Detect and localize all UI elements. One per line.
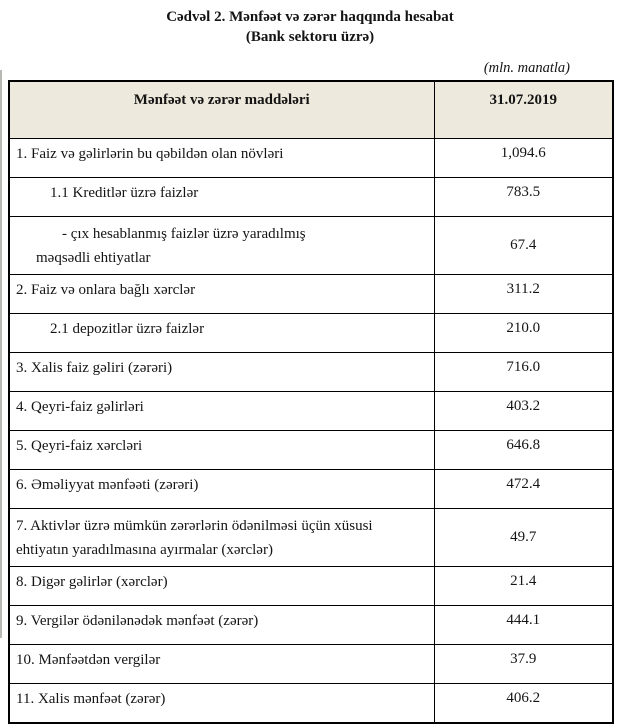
- row-value: 646.8: [434, 431, 613, 470]
- row-label: 9. Vergilər ödənilənədək mənfəət (zərər): [9, 606, 434, 645]
- table-row: [9, 470, 613, 509]
- table-row: [9, 217, 613, 275]
- row-label: 6. Əməliyyat mənfəəti (zərəri): [9, 470, 434, 509]
- row-label: 1. Faiz və gəlirlərin bu qəbildən olan növləri: [9, 139, 434, 178]
- row-label-line: 7. Aktivlər üzrə mümkün zərərlərin ödənilməsi üçün xüsusi: [16, 517, 373, 534]
- table-row: [9, 684, 613, 724]
- page-title: Cədvəl 2. Mənfəət və zərər haqqında hesabat: [166, 9, 454, 25]
- title-block: [8, 8, 612, 47]
- row-value: 210.0: [434, 314, 613, 353]
- row-label: [9, 509, 434, 567]
- row-value: 21.4: [434, 567, 613, 606]
- table-row: [9, 139, 613, 178]
- row-value: 311.2: [434, 275, 613, 314]
- unit-note: (mln. manatla): [483, 60, 570, 76]
- row-value: 783.5: [434, 178, 613, 217]
- page-subtitle: (Bank sektoru üzrə): [245, 28, 375, 45]
- row-value: 37.9: [434, 645, 613, 684]
- table-row: [9, 353, 613, 392]
- table-row: [9, 567, 613, 606]
- column-header-date: 31.07.2019: [434, 81, 613, 139]
- row-label: 2.1 depozitlər üzrə faizlər: [9, 314, 434, 353]
- table-row: [9, 645, 613, 684]
- row-value: 444.1: [434, 606, 613, 645]
- row-value: 1,094.6: [434, 139, 613, 178]
- row-value: 472.4: [434, 470, 613, 509]
- row-label: 10. Mənfəətdən vergilər: [9, 645, 434, 684]
- row-label-line: ehtiyatın yaradılmasına ayırmalar (xərclər): [16, 541, 273, 558]
- table-row: [9, 606, 613, 645]
- row-label-line: - çıx hesablanmış faizlər üzrə yaradılmış: [62, 225, 306, 242]
- scan-edge-artifact: [0, 70, 2, 638]
- row-label-line: məqsədli ehtiyatlar: [36, 249, 151, 266]
- row-label: 4. Qeyri-faiz gəlirləri: [9, 392, 434, 431]
- row-label: 5. Qeyri-faiz xərcləri: [9, 431, 434, 470]
- table-row: [9, 178, 613, 217]
- table-row: [9, 314, 613, 353]
- row-label: 8. Digər gəlirlər (xərclər): [9, 567, 434, 606]
- header-row: [9, 81, 613, 139]
- table-row: [9, 431, 613, 470]
- table-row: [9, 275, 613, 314]
- row-value: 403.2: [434, 392, 613, 431]
- row-label: 2. Faiz və onlara bağlı xərclər: [9, 275, 434, 314]
- column-header-items: Mənfəət və zərər maddələri: [9, 81, 434, 139]
- row-value: 49.7: [434, 509, 613, 567]
- row-label: [9, 217, 434, 275]
- table-row: [9, 392, 613, 431]
- row-label: 11. Xalis mənfəət (zərər): [9, 684, 434, 724]
- row-label: 3. Xalis faiz gəliri (zərəri): [9, 353, 434, 392]
- row-label: 1.1 Kreditlər üzrə faizlər: [9, 178, 434, 217]
- row-value: 406.2: [434, 684, 613, 724]
- profit-loss-table: [8, 80, 614, 724]
- row-value: 716.0: [434, 353, 613, 392]
- table-row: [9, 509, 613, 567]
- row-value: 67.4: [434, 217, 613, 275]
